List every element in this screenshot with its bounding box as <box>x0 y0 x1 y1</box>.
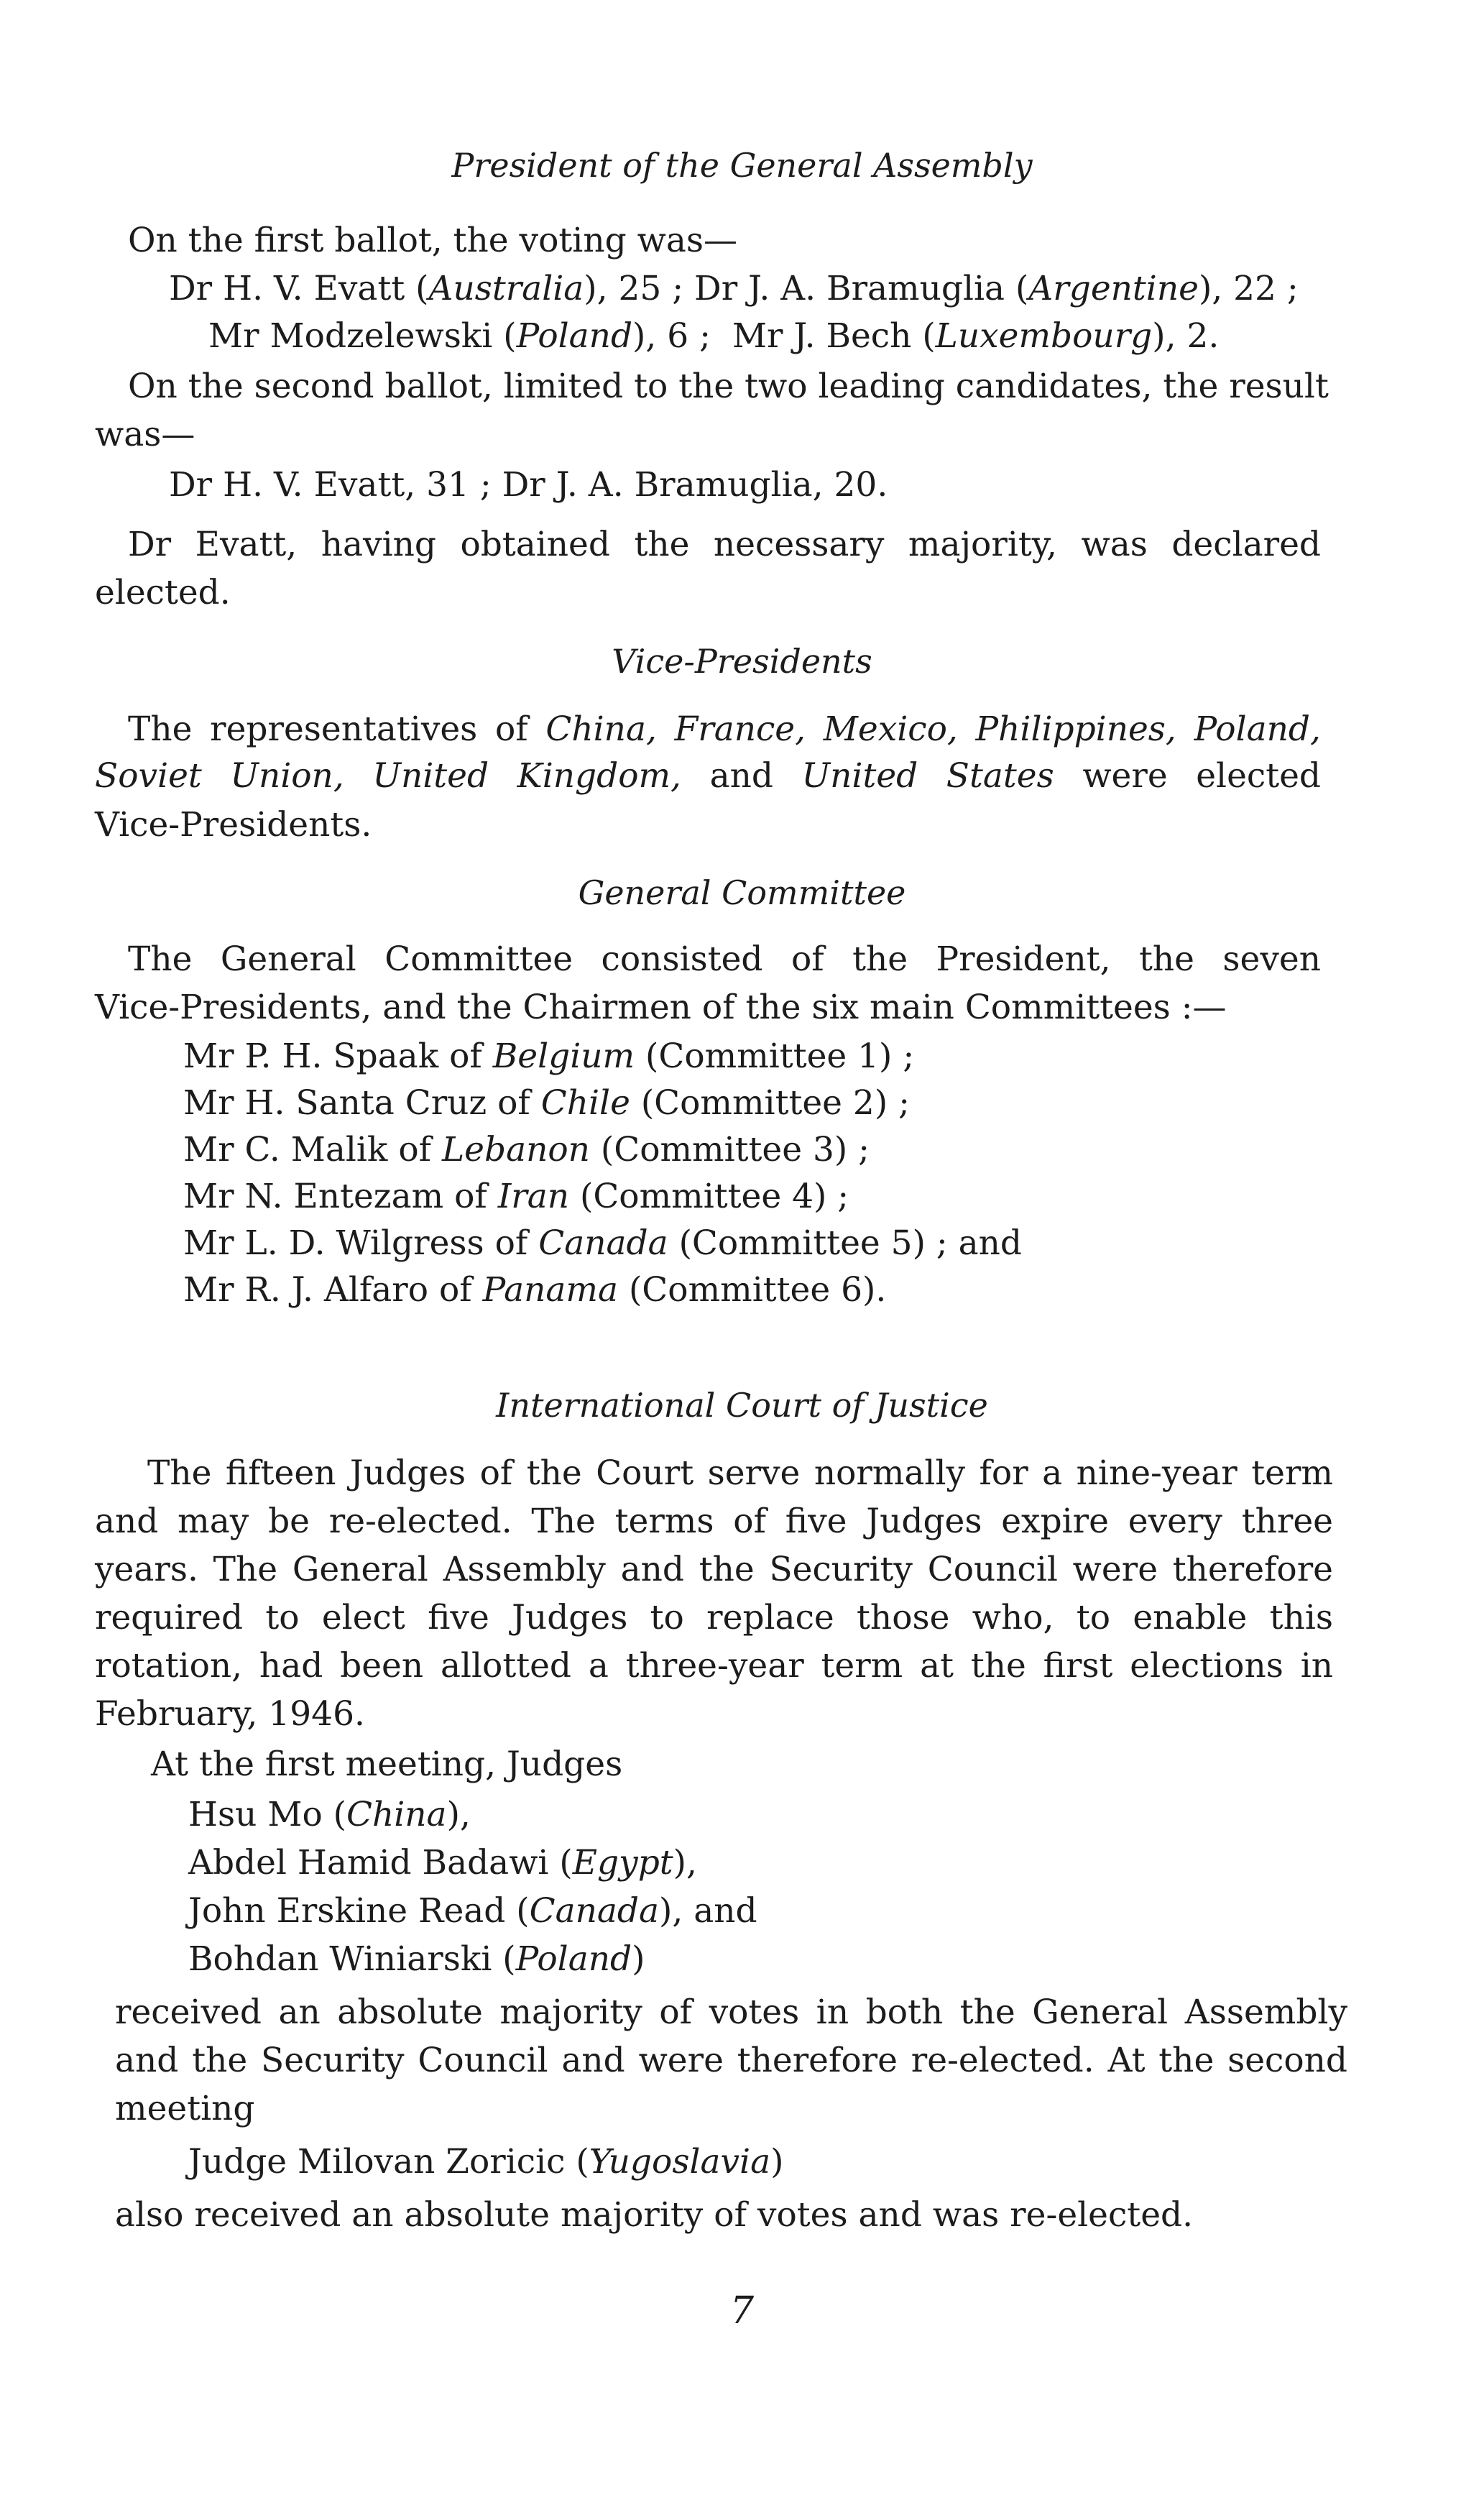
chairman-item: Mr H. Santa Cruz of Chile (Committee 2) ; <box>183 1083 910 1123</box>
icj-para2-line: and the Security Council and were therefore re-elected. At the second <box>115 2041 1347 2080</box>
vice-presidents-line-1: The representatives of China, France, Mexico, Philippines, Poland, <box>128 709 1321 749</box>
judge-item: Abdel Hamid Badawi (Egypt), <box>188 1843 697 1883</box>
icj-final-line: also received an absolute majority of votes and was re-elected. <box>115 2195 1194 2235</box>
icj-para1-line: and may be re-elected. The terms of five Judges expire every three <box>95 1502 1333 1541</box>
section-heading-icj: International Court of Justice <box>496 1386 988 1425</box>
declared-line-2: elected. <box>95 573 231 612</box>
judge-item: John Erskine Read (Canada), and <box>188 1891 757 1931</box>
general-committee-intro-line-1: The General Committee consisted of the President, the seven <box>128 939 1321 979</box>
icj-para1-line: rotation, had been allotted a three-year term at the first elections in <box>95 1646 1333 1686</box>
judge-item: Bohdan Winiarski (Poland) <box>188 1939 645 1979</box>
icj-para2-line: meeting <box>115 2089 255 2128</box>
chairman-item: Mr L. D. Wilgress of Canada (Committee 5) ; and <box>183 1223 1023 1263</box>
chairman-item: Mr R. J. Alfaro of Panama (Committee 6). <box>183 1270 887 1310</box>
section-heading-general-committee: General Committee <box>578 873 906 912</box>
icj-para1-line: February, 1946. <box>95 1694 365 1734</box>
page-number: 7 <box>729 2289 755 2332</box>
declared-line-1: Dr Evatt, having obtained the necessary majority, was declared <box>128 525 1321 564</box>
chairman-item: Mr N. Entezam of Iran (Committee 4) ; <box>183 1177 849 1216</box>
section-heading-vice-presidents: Vice-Presidents <box>612 642 872 681</box>
icj-para1-line: The fifteen Judges of the Court serve normally for a nine-year term <box>147 1453 1333 1493</box>
icj-para2-line: received an absolute majority of votes in both the General Assembly <box>115 1992 1347 2032</box>
general-committee-intro-line-2: Vice-Presidents, and the Chairmen of the six main Committees :— <box>95 988 1227 1027</box>
chairman-item: Mr P. H. Spaak of Belgium (Committee 1) ; <box>183 1037 915 1076</box>
icj-para1-line: years. The General Assembly and the Security Council were therefore <box>95 1550 1333 1589</box>
second-ballot-line-1: On the second ballot, limited to the two leading candidates, the result <box>128 367 1329 406</box>
chairman-item: Mr C. Malik of Lebanon (Committee 3) ; <box>183 1130 870 1169</box>
vice-presidents-line-2: Soviet Union, United Kingdom, and United States were elected <box>95 756 1321 796</box>
section-heading-president: President of the General Assembly <box>451 146 1033 185</box>
first-ballot-line-1: Dr H. V. Evatt (Australia), 25 ; Dr J. A. Bramuglia (Argentine), 22 ; <box>169 269 1299 308</box>
second-meeting-judge: Judge Milovan Zoricic (Yugoslavia) <box>188 2142 784 2182</box>
icj-para1-line: required to elect five Judges to replace those who, to enable this <box>95 1598 1333 1637</box>
second-ballot-result: Dr H. V. Evatt, 31 ; Dr J. A. Bramuglia, 20. <box>169 465 888 505</box>
icj-first-meeting: At the first meeting, Judges <box>151 1745 623 1784</box>
vice-presidents-line-3: Vice-Presidents. <box>95 805 372 845</box>
first-ballot-line-2: Mr Modzelewski (Poland), 6 ; Mr J. Bech (Luxembourg), 2. <box>208 316 1220 356</box>
judge-item: Hsu Mo (China), <box>188 1795 471 1834</box>
second-ballot-line-2: was— <box>95 415 195 454</box>
first-ballot-intro: On the first ballot, the voting was— <box>128 221 737 260</box>
